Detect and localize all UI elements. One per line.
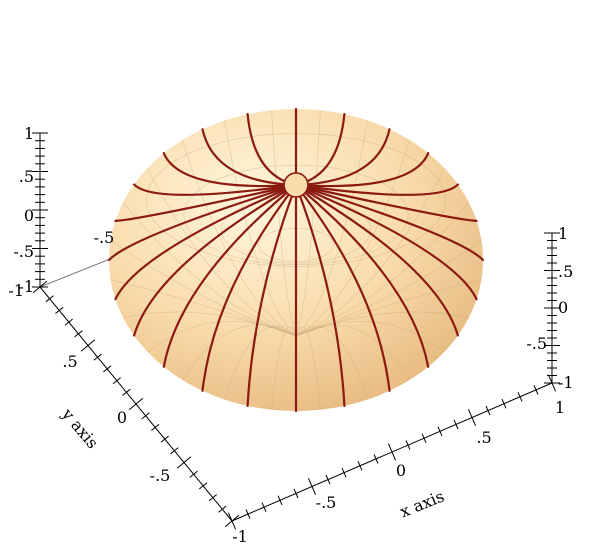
x-axis-tick (502, 399, 506, 408)
x-axis-tick (468, 409, 475, 426)
y-axis-tick (161, 436, 169, 442)
x-tick-label-0: 0 (395, 461, 407, 480)
y-axis-tick (219, 506, 227, 512)
x-axis-tick (454, 420, 458, 429)
y-axis-tick (103, 366, 111, 372)
z-axis-left-ticks (32, 133, 48, 287)
y-axis-tick (81, 340, 95, 351)
y-axis-tick (65, 319, 73, 325)
x-axis-title: x axis (397, 486, 447, 522)
y-tick-label-neg-half: -.5 (93, 228, 115, 247)
y-axis-tick (209, 495, 217, 501)
z-left-tick-label-neg-half: -.5 (13, 242, 34, 261)
x-axis-tick (374, 454, 378, 463)
y-axis-tick (142, 413, 150, 419)
x-axis-tick (342, 468, 346, 477)
z-axis-right (526, 224, 573, 392)
x-axis-tick (246, 510, 250, 519)
x-axis-tick (294, 489, 298, 498)
y-axis-tick (177, 457, 191, 468)
x-axis-tick (422, 434, 426, 443)
x-tick-label-1: 1 (554, 398, 566, 417)
x-tick-label-neg1: -1 (232, 527, 248, 546)
sphere-pole (284, 173, 308, 197)
z-right-tick-label-neg1: -1 (558, 373, 574, 392)
y-axis-tick (129, 398, 143, 409)
z-left-tick-label-0: 0 (23, 206, 34, 225)
y-axis-tick (123, 389, 131, 395)
y-tick-label-half: .5 (62, 352, 78, 371)
x-axis-tick (326, 475, 330, 484)
y-axis-tick (171, 448, 179, 454)
z-right-tick-label-neg-half: -.5 (526, 334, 547, 353)
y-axis-tick (46, 296, 54, 302)
z-left-tick-label-neg1: -1 (18, 277, 34, 296)
y-axis-tick (75, 331, 83, 337)
y-axis-tick (113, 378, 121, 384)
z-left-tick-label-1: 1 (23, 124, 34, 143)
x-axis-tick (308, 478, 315, 495)
x-axis-tick (388, 444, 395, 461)
x-axis-tick (278, 496, 282, 505)
y-axis-tick (94, 354, 102, 360)
y-axis-tick (55, 307, 63, 313)
x-axis-tick (534, 385, 538, 394)
x-axis-tick (358, 461, 362, 470)
x-axis-tick (486, 406, 490, 415)
x-tick-label-neg-half: -.5 (315, 493, 337, 512)
x-tick-label-half: .5 (476, 428, 492, 447)
z-right-tick-label-half: .5 (558, 262, 574, 281)
z-right-tick-label-0: 0 (558, 298, 569, 317)
y-tick-label-neg1: -1 (8, 281, 24, 300)
x-axis-labels (232, 398, 565, 546)
sphere-surface (109, 109, 483, 411)
y-tick-label-0: 0 (116, 408, 128, 427)
x-axis-tick (262, 503, 266, 512)
z-axis-left (13, 124, 48, 296)
y-axis-tick (199, 483, 207, 489)
x-axis-tick (438, 427, 442, 436)
y-tick-label-neg-half-front: -.5 (149, 466, 171, 485)
x-axis-tick (518, 392, 522, 401)
x-axis-tick (406, 441, 410, 450)
z-left-tick-label-half: .5 (18, 167, 34, 186)
y-axis-tick (151, 424, 159, 430)
y-axis-tick (190, 471, 198, 477)
y-axis-title: y axis (58, 404, 103, 453)
z-right-tick-label-1: 1 (558, 224, 569, 243)
